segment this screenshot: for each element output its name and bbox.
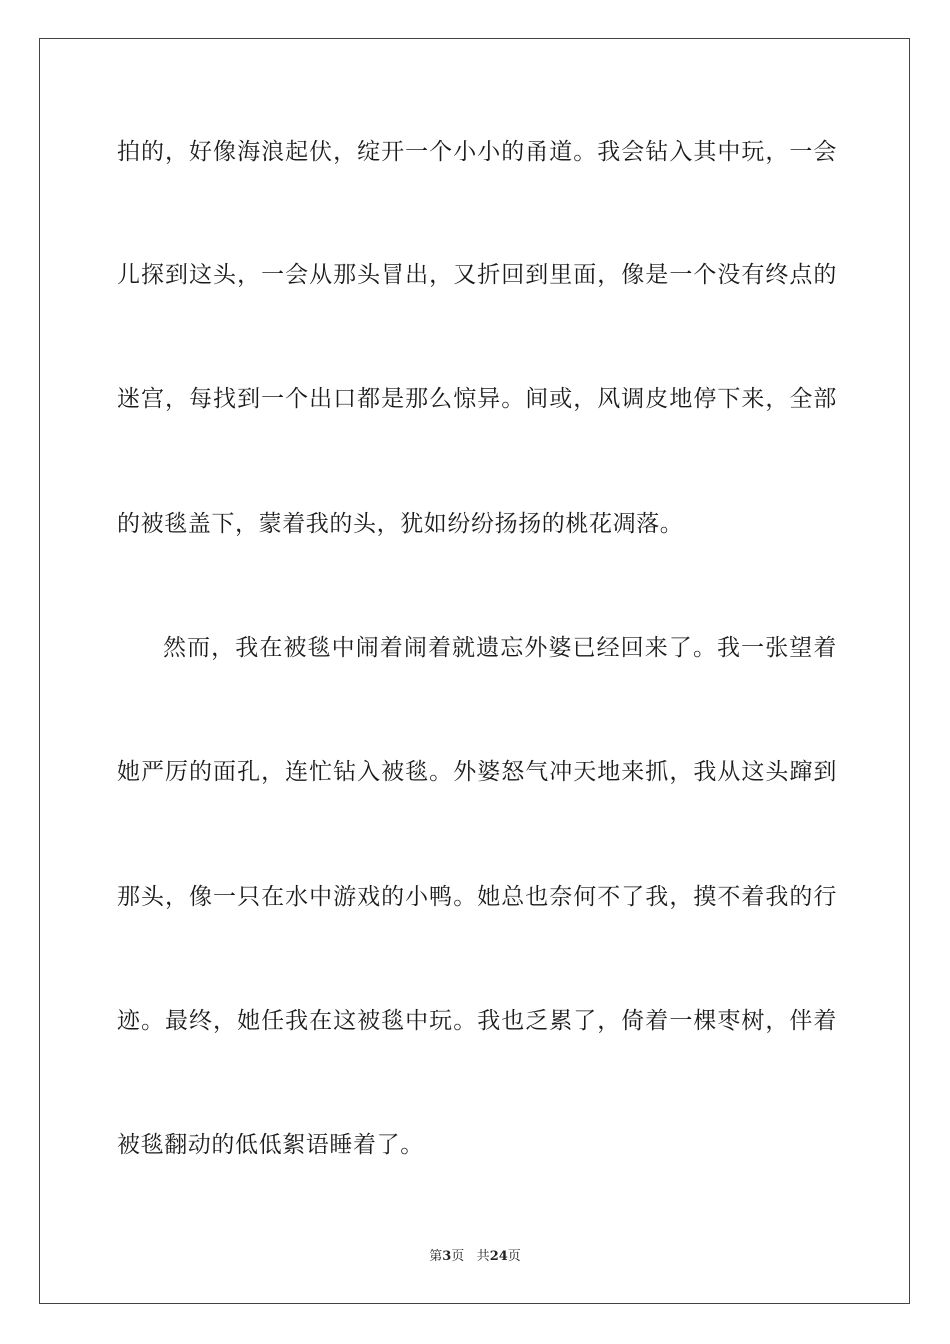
paragraph-line-9: 被毯翻动的低低絮语睡着了。 [117,1132,424,1158]
paragraph-line-5: 然而，我在被毯中闹着闹着就遗忘外婆已经回来了。我一张望着 [163,635,837,661]
total-prefix: 共 [476,1249,490,1264]
page-border [39,38,910,1304]
paragraph-line-2: 儿探到这头，一会从那头冒出，又折回到里面，像是一个没有终点的 [117,262,837,288]
page-prefix: 第 [429,1249,443,1264]
page-footer [0,1248,950,1266]
total-pages: 24 [489,1249,508,1264]
paragraph-line-1: 拍的，好像海浪起伏，绽开一个小小的甬道。我会钻入其中玩，一会 [117,139,837,165]
total-suffix: 页 [507,1249,521,1264]
paragraph-line-3: 迷宫，每找到一个出口都是那么惊异。间或，风调皮地停下来，全部 [117,386,837,412]
paragraph-line-4: 的被毯盖下，蒙着我的头，犹如纷纷扬扬的桃花凋落。 [117,511,684,537]
paragraph-line-6: 她严厉的面孔，连忙钻入被毯。外婆怒气冲天地来抓，我从这头蹿到 [117,759,837,785]
page-suffix: 页 [451,1249,465,1264]
paragraph-line-7: 那头，像一只在水中游戏的小鸭。她总也奈何不了我，摸不着我的行 [117,884,837,910]
page-number: 3 [442,1249,452,1264]
paragraph-line-8: 迹。最终，她任我在这被毯中玩。我也乏累了，倚着一棵枣树，伴着 [117,1008,837,1034]
